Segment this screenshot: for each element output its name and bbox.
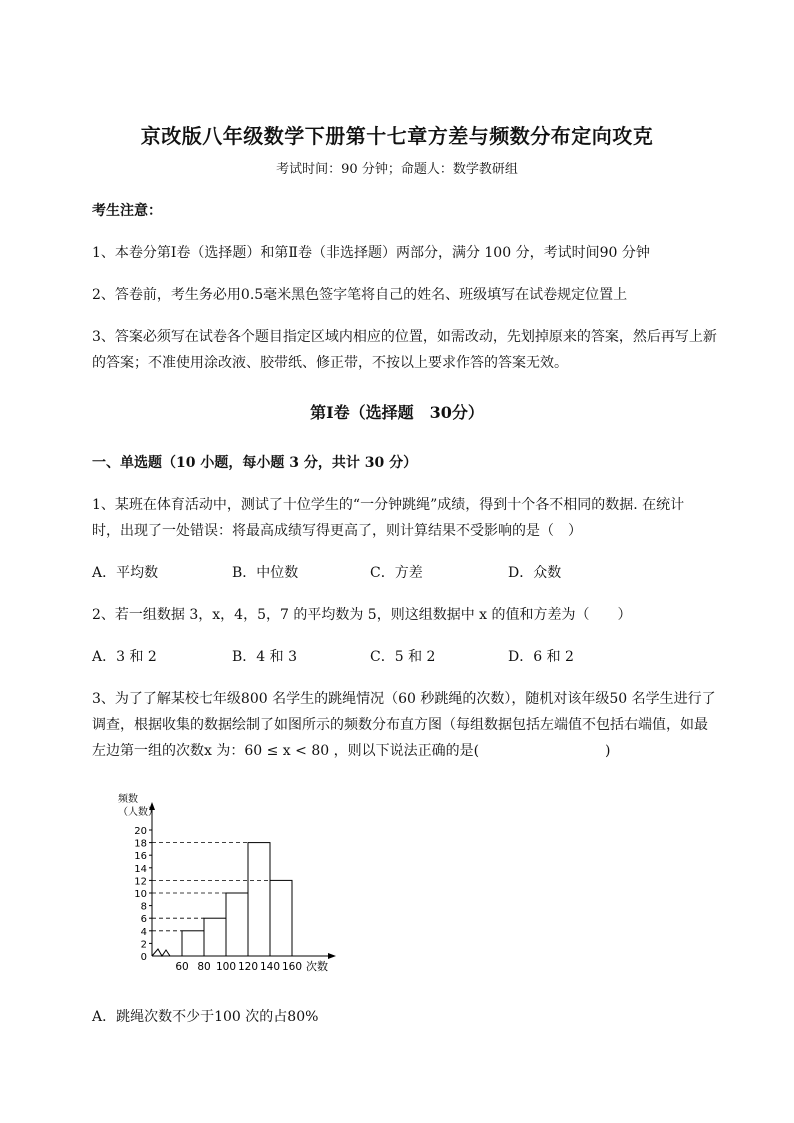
- q1-option-b: B．中位数: [232, 565, 299, 581]
- histogram-bar: [226, 893, 248, 956]
- notice-item-3: 3、答案必须写在试卷各个题目指定区域内相应的位置，如需改动，先划掉原来的答案，然后再写上新: [92, 329, 717, 345]
- q2-option-b: B．4 和 3: [232, 649, 298, 665]
- exam-info: 考试时间：90 分钟；命题人：数学教研组: [276, 162, 518, 177]
- y-tick-label: 0: [140, 952, 147, 963]
- x-tick-label: 120: [237, 961, 259, 973]
- y-tick-label: 8: [140, 901, 147, 913]
- x-tick-label: 60: [175, 961, 189, 973]
- notice-item-2: 2、答卷前，考生务必用0.5毫米黑色签字笔将自己的姓名、班级填写在试卷规定位置上: [92, 287, 628, 303]
- part-heading: 一、单选题（10 小题，每小题 3 分，共计 30 分）: [92, 455, 418, 471]
- q1-option-d: D．众数: [508, 565, 562, 581]
- axis-break-mark: [152, 949, 170, 956]
- question-1-line-1: 1、某班在体育活动中，测试了十位学生的“一分钟跳绳”成绩，得到十个各不相同的数据. 在统计: [92, 497, 685, 513]
- y-tick-label: 2: [140, 939, 147, 951]
- q2-option-a: A．3 和 2: [92, 649, 157, 665]
- y-axis-title: 频数: [118, 794, 138, 805]
- question-1-line-2: 时，出现了一处错误：将最高成绩写得更高了，则计算结果不受影响的是（ ）: [92, 523, 582, 539]
- question-2-line-1: 2、若一组数据 3，x，4，5，7 的平均数为 5，则这组数据中 x 的值和方差为（ ）: [92, 607, 632, 623]
- y-tick-label: 12: [134, 876, 147, 888]
- x-axis-arrow: [328, 953, 336, 959]
- q1-option-a: A．平均数: [92, 565, 159, 581]
- histogram-bar: [182, 931, 204, 956]
- x-axis-title: 次数: [306, 960, 328, 973]
- histogram-bar: [248, 843, 270, 956]
- notice-item-1: 1、本卷分第Ⅰ卷（选择题）和第Ⅱ卷（非选择题）两部分，满分 100 分，考试时间90 分钟: [92, 245, 650, 261]
- question-3-line-1: 3、为了了解某校七年级800 名学生的跳绳情况（60 秒跳绳的次数），随机对该年级50 名学生进行了: [92, 691, 716, 707]
- q2-option-d: D．6 和 2: [508, 649, 574, 665]
- x-tick-label: 100: [215, 961, 237, 973]
- q1-option-c: C．方差: [370, 565, 423, 581]
- q2-option-c: C．5 和 2: [370, 649, 436, 665]
- y-tick-label: 6: [140, 914, 147, 926]
- x-tick-label: 140: [259, 961, 281, 973]
- y-tick-label: 14: [134, 863, 147, 875]
- section-title: 第Ⅰ卷（选择题 30分）: [310, 403, 484, 422]
- histogram-bar: [204, 918, 226, 956]
- y-tick-label: 10: [134, 889, 147, 900]
- histogram-chart: [100, 790, 360, 980]
- q3-option-a: A．跳绳次数不少于100 次的占80%: [92, 1009, 319, 1025]
- question-3-line-3: 左边第一组的次数x 为：60 ≤ x < 80 ，则以下说法正确的是( ): [92, 743, 611, 759]
- y-tick-label: 18: [134, 838, 147, 850]
- histogram-bar: [270, 880, 292, 956]
- x-tick-label: 80: [197, 961, 211, 973]
- question-3-line-2: 调查，根据收集的数据绘制了如图所示的频数分布直方图（每组数据包括左端值不包括右端值，如最: [92, 717, 708, 733]
- x-tick-label: 160: [281, 961, 303, 973]
- notice-item-3-cont: 的答案；不准使用涂改液、胶带纸、修正带，不按以上要求作答的答案无效。: [92, 355, 568, 371]
- y-tick-label: 20: [134, 826, 147, 837]
- y-axis-title: （人数）: [118, 807, 158, 818]
- y-tick-label: 16: [134, 851, 147, 863]
- y-tick-label: 4: [140, 926, 147, 938]
- page-title: 京改版八年级数学下册第十七章方差与频数分布定向攻克: [140, 124, 654, 148]
- notice-heading: 考生注意：: [92, 203, 162, 219]
